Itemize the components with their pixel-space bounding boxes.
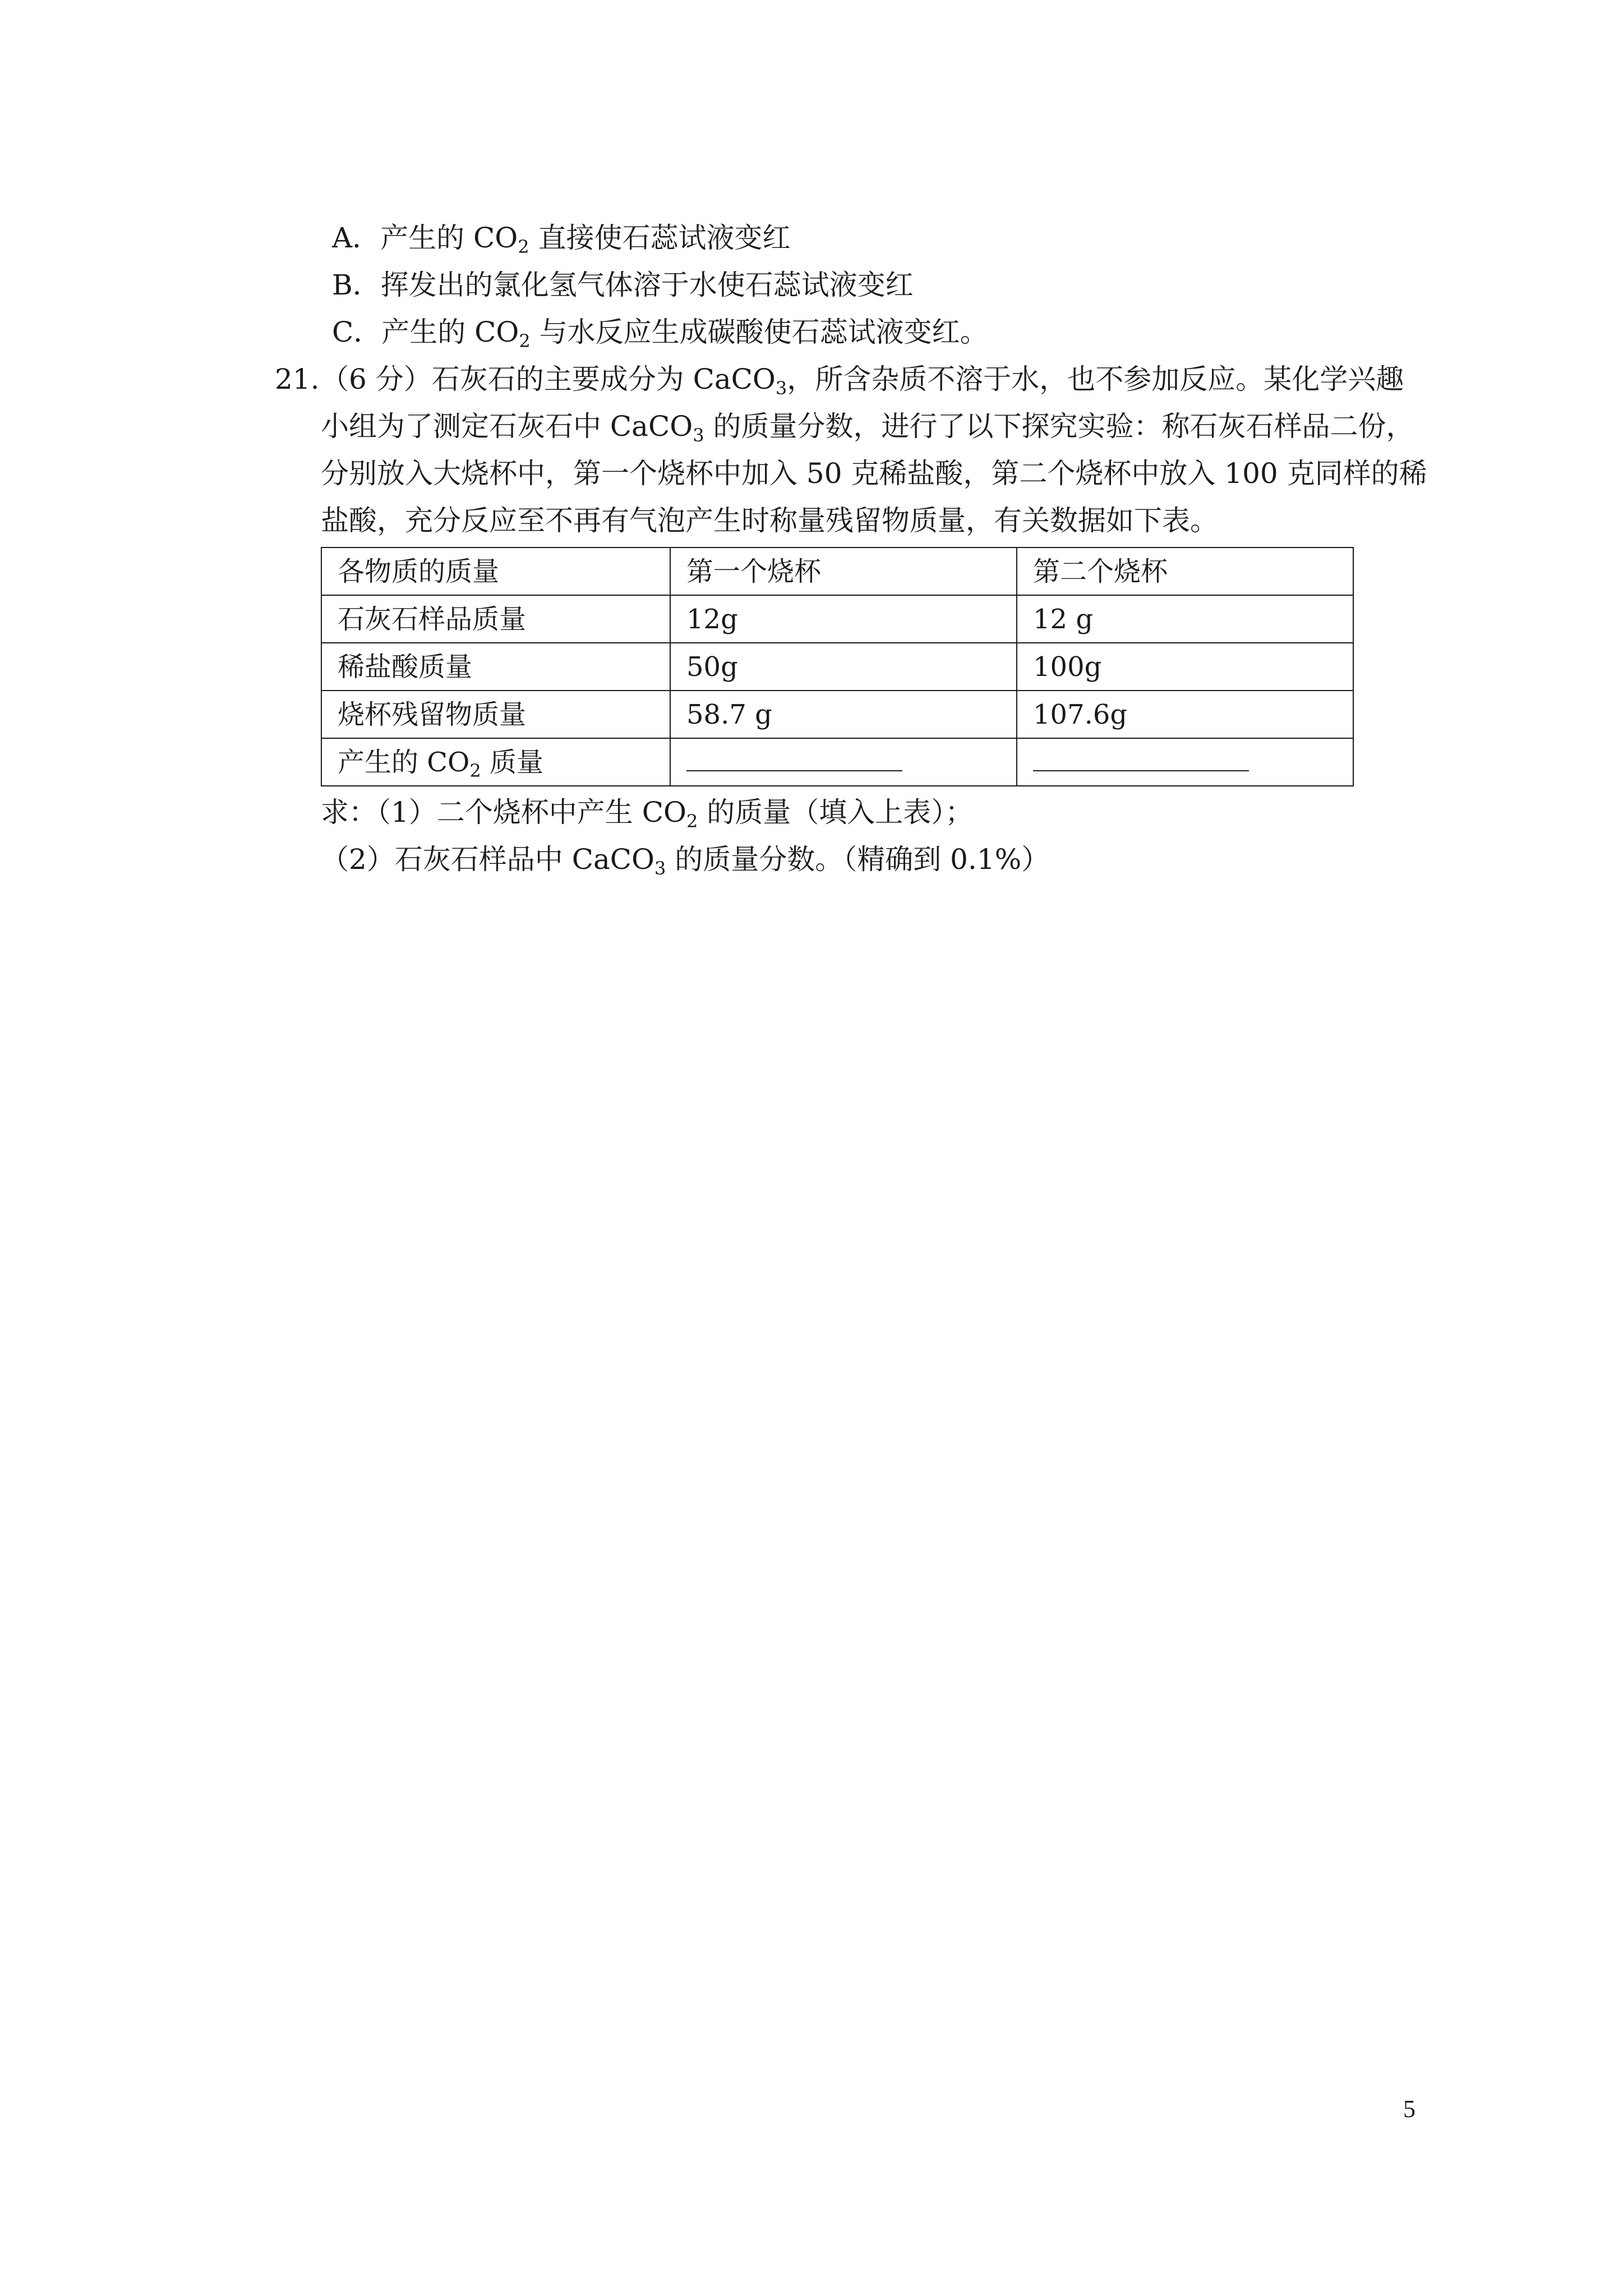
table-cell-co2-label xyxy=(321,738,670,786)
question-line-2-before: 小组为了测定石灰石中 CaCO xyxy=(321,410,693,443)
option-c-text-before: 产生的 CO xyxy=(381,316,519,348)
question-line-2-subscript: 3 xyxy=(693,425,704,446)
table-cell-answer-blank-1 xyxy=(670,738,1017,786)
option-a-subscript: 2 xyxy=(518,236,529,257)
ask-1-after: 的质量（填入上表）； xyxy=(698,796,974,829)
question-line-3: 分别放入大烧杯中，第一个烧杯中加入 50 克稀盐酸，第二个烧杯中放入 100 克同样的稀 xyxy=(321,457,1427,490)
question-line-1-before: （6 分）石灰石的主要成分为 CaCO xyxy=(321,363,776,395)
ask-2-subscript: 3 xyxy=(654,858,666,879)
option-c-subscript: 2 xyxy=(519,330,531,352)
table-header-cell: 第二个烧杯 xyxy=(1017,547,1353,595)
table-cell: 烧杯残留物质量 xyxy=(321,691,670,738)
ask-1-before: 求：（1）二个烧杯中产生 CO xyxy=(321,796,686,829)
question-number: 21. xyxy=(275,363,320,395)
table-cell: 12g xyxy=(670,595,1017,643)
question-line-2 xyxy=(321,409,1414,446)
table-row-co2 xyxy=(321,738,1353,786)
table-cell: 12 g xyxy=(1017,595,1353,643)
question-line-1-after: ，所含杂质不溶于水，也不参加反应。某化学兴趣 xyxy=(787,363,1404,395)
page-number: 5 xyxy=(1403,2095,1415,2123)
table-cell: 稀盐酸质量 xyxy=(321,643,670,691)
question-line-1-subscript: 3 xyxy=(775,378,787,399)
table-row xyxy=(321,643,1353,691)
table-header-row xyxy=(321,547,1353,595)
option-a-letter: A． xyxy=(332,222,381,254)
option-c-text-after: 与水反应生成碳酸使石蕊试液变红。 xyxy=(530,316,988,348)
option-a-text-before: 产生的 CO xyxy=(380,222,518,254)
table-cell: 58.7 g xyxy=(670,691,1017,738)
data-table xyxy=(321,547,1354,786)
answer-blank-2[interactable] xyxy=(1033,748,1249,771)
table-cell-answer-blank-2 xyxy=(1017,738,1353,786)
option-a-text-after: 直接使石蕊试液变红 xyxy=(529,222,791,254)
table-cell: 50g xyxy=(670,643,1017,691)
co2-label-before: 产生的 CO xyxy=(338,746,470,778)
question-line-1 xyxy=(321,362,1404,399)
ask-1 xyxy=(321,795,974,832)
option-b xyxy=(332,268,914,302)
question-line-2-after: 的质量分数，进行了以下探究实验：称石灰石样品二份， xyxy=(704,410,1414,443)
ask-2-after: 的质量分数。（精确到 0.1%） xyxy=(666,843,1050,876)
answer-blank-1[interactable] xyxy=(686,748,902,771)
ask-2-before: （2）石灰石样品中 CaCO xyxy=(321,843,655,876)
co2-label-subscript: 2 xyxy=(469,760,481,781)
table-header-cell: 各物质的质量 xyxy=(321,547,670,595)
option-b-text: 挥发出的氯化氢气体溶于水使石蕊试液变红 xyxy=(380,269,914,301)
co2-label-after: 质量 xyxy=(481,746,543,778)
question-line-4: 盐酸，充分反应至不再有气泡产生时称量残留物质量，有关数据如下表。 xyxy=(321,504,1218,537)
option-b-letter: B． xyxy=(332,269,381,301)
option-c xyxy=(332,315,988,352)
table-row xyxy=(321,691,1353,738)
table-cell: 107.6g xyxy=(1017,691,1353,738)
table-cell: 石灰石样品质量 xyxy=(321,595,670,643)
table-cell: 100g xyxy=(1017,643,1353,691)
table-header-cell: 第一个烧杯 xyxy=(670,547,1017,595)
option-a xyxy=(332,221,791,255)
ask-1-subscript: 2 xyxy=(686,811,698,832)
ask-2 xyxy=(321,843,1050,879)
table-row xyxy=(321,595,1353,643)
option-c-letter: C． xyxy=(332,316,382,348)
